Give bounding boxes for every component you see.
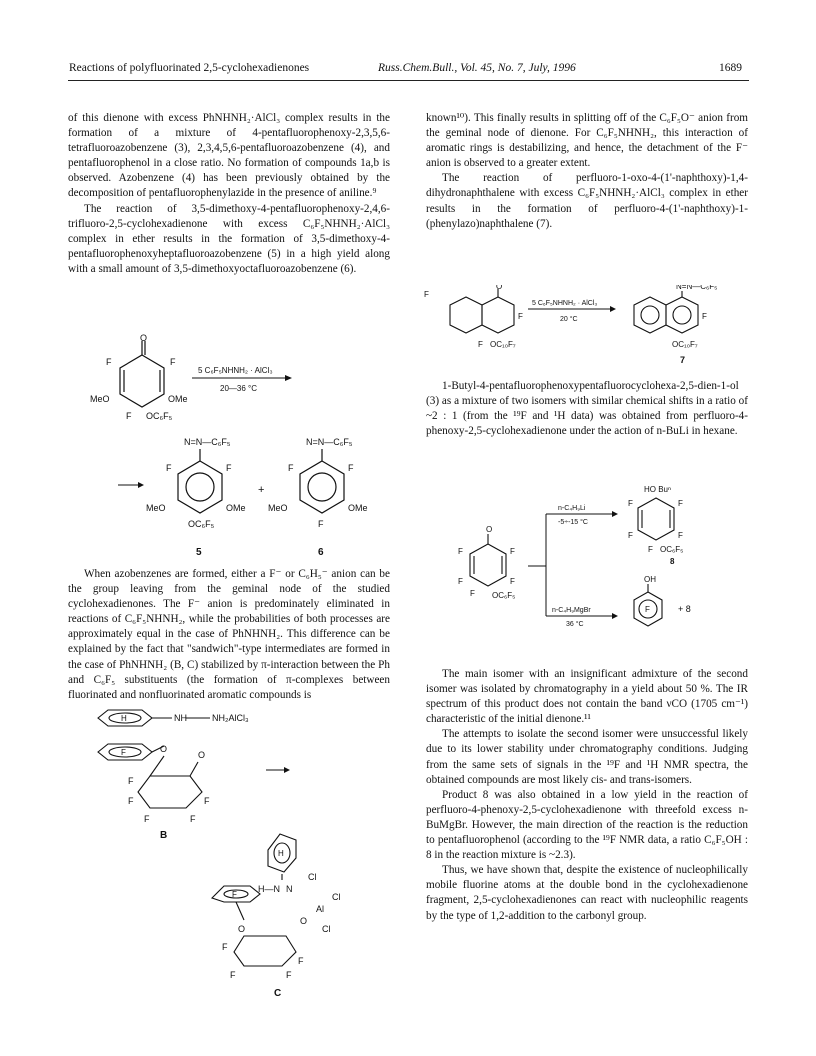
right-column-bottom — [426, 667, 748, 924]
arrow-head — [610, 306, 616, 312]
atom-label: N — [286, 884, 293, 894]
atom-label: OMe — [226, 503, 246, 513]
atom-label: F — [170, 357, 176, 367]
atom-label: F — [510, 547, 515, 556]
dienone-structure — [470, 534, 506, 586]
atom-label: F — [318, 519, 324, 529]
atom-label: Al — [316, 904, 325, 914]
atom-label: NH₂AlCl₃ — [212, 713, 249, 723]
running-title: Reactions of polyfluorinated 2,5-cyclohexadienones — [69, 62, 310, 74]
right-column-mid — [426, 379, 748, 439]
atom-label: H—N — [258, 884, 280, 894]
atom-label: F — [678, 531, 683, 540]
compound-label-6: 6 — [318, 547, 324, 558]
paragraph: The main isomer with an insignificant admixture of the second isomer was isolated by chromatography in a yield about 50 %. The IR spectrum of this product does not contain the band νCO (1705 cm⁻¹) characteristic of the initial dienone.¹¹ — [426, 668, 748, 726]
atom-label: OC₆F₅ — [188, 519, 215, 529]
compound-7-structure — [634, 291, 698, 333]
compound-label-7: 7 — [680, 355, 686, 365]
atom-label: F — [230, 970, 236, 980]
atom-label: F — [298, 956, 304, 966]
substituent-label: OC₁₀F₇ — [490, 340, 516, 349]
naphthalenone-structure — [450, 289, 514, 333]
dienone-structure — [120, 341, 164, 407]
scheme-nucleophilic-addition — [440, 484, 740, 644]
atom-label: O — [198, 750, 206, 760]
ring-label: H — [278, 849, 284, 858]
conditions-label: 20 °C — [560, 316, 578, 323]
atom-label: F — [678, 499, 683, 508]
atom-label: OMe — [168, 394, 188, 404]
atom-label: MeO — [146, 503, 166, 513]
right-column-top — [426, 111, 748, 232]
compound-8-structure — [638, 498, 674, 540]
atom-label: O — [300, 916, 308, 926]
ring-label: H — [121, 714, 127, 723]
ring-label: F — [232, 890, 237, 899]
paragraph: Product 8 was also obtained in a low yield in the reaction of perfluoro-4-phenoxy-2,5-cyclohexadienone with threefold excess n-BuMgBr. However, the main direction of the reaction is the reduction to pentafluorophenol (according to the ¹⁹F NMR data, a ratio C₆F₅OH : 8 in the reaction mixture is ~2.3). — [426, 788, 748, 862]
arrow-head — [612, 511, 618, 517]
compound-label-5: 5 — [196, 547, 202, 558]
intermediate-label-c: C — [274, 988, 282, 999]
atom-label: OC₆F₅ — [146, 411, 173, 421]
benzene-ring — [98, 710, 210, 726]
conditions-label: 36 °C — [566, 621, 584, 628]
atom-label: F — [222, 942, 228, 952]
atom-label: F — [628, 531, 633, 540]
atom-label: Cl — [322, 924, 331, 934]
reagent-label: 5 C₆F₅NHNH₂ · AlCl₃ — [198, 366, 273, 375]
paragraph: The reaction of 3,5-dimethoxy-4-pentafluorophenoxy-2,4,6-trifluoro-2,5-cyclohexadienone with excess C₆F₅NHNH₂·AlCl₃ complex in ether results in the formation of 3,5-dimethoxy-4-pentafluorophenoxyheptafluoroazobenzene (5) in a high yield along with a small amount of 3,5-dimethoxyoctafluoroazobenzene (6). — [68, 202, 390, 275]
substituent-label: OC₁₀F₇ — [672, 340, 698, 349]
azo-group: N=N—C₆F₅ — [676, 285, 718, 291]
atom-label: F — [226, 463, 232, 473]
atom-label: F — [126, 411, 132, 421]
dienone-ring-b — [138, 762, 202, 808]
atom-label: O — [238, 924, 246, 934]
conditions-label: -5÷-15 °C — [558, 519, 588, 526]
compound-6-structure — [300, 449, 344, 513]
atom-label: F — [648, 545, 653, 554]
compound-label-8: 8 — [670, 557, 675, 566]
atom-label: F — [478, 340, 483, 349]
paragraph: 1-Butyl-4-pentafluorophenoxypentafluorocyclohexa-2,5-dien-1-ol (3) as a mixture of two isomers with similar chemical shifts in a ratio of ~2 : 1 (from the ¹⁹F and ¹H data) was obtained from perfluoro-4-phenoxy-2,5-cyclohexadienone under the action of n-BuLi in hexane. — [426, 380, 748, 438]
atom-label: F — [204, 796, 210, 806]
scheme-naphthalene-azo — [420, 285, 750, 375]
paragraph: known¹⁰). This finally results in splitting off of the C₆F₅O⁻ anion from the geminal node of dienone. For C₆F₅NHNH₂, this interaction of aromatic rings is destabilizing, and hence, the detachment of the F⁻ anion is observed to a greater extent. — [426, 112, 748, 170]
ring-label: F — [645, 605, 650, 614]
plus-sign: + — [258, 484, 265, 496]
atom-label: F — [458, 577, 463, 586]
atom-label: F — [458, 547, 463, 556]
atom-label: F — [286, 970, 292, 980]
atom-label: MeO — [268, 503, 288, 513]
paragraph: The reaction of perfluoro-1-oxo-4-(1'-naphthoxy)-1,4-dihydronaphthalene with excess C₆F₅NHNH₂·AlCl₃ complex in ether results in the formation of perfluoro-4-(1'-naphthoxy)-1-(phenylazo)naphthalene (7). — [426, 172, 748, 230]
atom-label: F — [470, 589, 475, 598]
atom-label: MeO — [90, 394, 110, 404]
header-rule — [68, 80, 749, 81]
substituent-label: OC₆F₅ — [660, 545, 684, 554]
atom-label: O — [496, 285, 503, 291]
plus-8-label: + 8 — [678, 604, 691, 614]
paragraph: Thus, we have shown that, despite the existence of nucleophilically mobile fluorine atoms at the double bond in the cyclohexadienone fragment, 2,5-cyclohexadienones can react with nucleophilic reagents by the type of 1,2-addition to the carbonyl group. — [426, 864, 748, 922]
atom-label: F — [190, 814, 196, 824]
atom-label: F — [128, 776, 134, 786]
azo-group: N=N—C₆F₅ — [306, 437, 353, 447]
arrow-head — [285, 375, 292, 381]
reagent-label: 5 C₆F₅NHNH₂ · AlCl₃ — [532, 300, 598, 307]
paragraph: of this dienone with excess PhNHNH₂·AlCl₃ complex results in the formation of a mixture of 4-pentafluorophenoxy-2,3,5,6-tetrafluoroazobenzene (3), 2,3,4,5,6-pentafluoroazobenzene (4), and pentafluorophenol in a close ratio. No formation of compounds 1a,b is observed. Azobenzene (4) has been previously obtained by the decomposition of pentafluorophenylazide in the presence of aniline.⁹ — [68, 112, 390, 200]
atom-label: F — [348, 463, 354, 473]
atom-label: F — [628, 499, 633, 508]
atom-label: Cl — [332, 892, 341, 902]
atom-label: O — [160, 744, 168, 754]
atom-label: F — [166, 463, 172, 473]
ring-label: F — [121, 748, 126, 757]
atom-label: F — [144, 814, 150, 824]
atom-label: O — [140, 333, 148, 343]
reagent-label: n-C₄H₉MgBr — [552, 607, 591, 614]
atom-label: F — [518, 312, 523, 321]
paragraph: When azobenzenes are formed, either a F⁻ or C₆H₅⁻ anion can be the group leaving from the geminal node of the studied cyclohexadienones. The F⁻ anion is predominately eliminated in reactions of C₆F₅NHNH₂, while the probabilities of both processes are approximately equal in the case of PhNHNH₂. This difference can be explained by the fact that "sandwich"-type intermediates are formed in the case of PhNHNH₂ (B, C) stabilized by π-interaction between the Ph and C₆F₅ substituents (the formation of π-complexes between fluorinated and nonfluorinated aromatic compounds is — [68, 568, 390, 701]
azo-group: N=N—C₆F₅ — [184, 437, 231, 447]
atom-label: NH — [174, 713, 187, 723]
atom-label: F — [702, 312, 707, 321]
scheme-azobenzene-formation — [80, 333, 400, 563]
arrow-head — [138, 482, 144, 488]
compound-5-structure — [178, 449, 222, 513]
left-column-bottom — [68, 567, 390, 703]
hydroxyl-label: OH — [644, 575, 656, 584]
arrow-head — [284, 767, 290, 773]
atom-label: F — [424, 290, 429, 299]
intermediate-label-b: B — [160, 830, 168, 841]
journal-citation: Russ.Chem.Bull., Vol. 45, No. 7, July, 1996 — [378, 62, 576, 74]
atom-label: F — [128, 796, 134, 806]
atom-label: F — [288, 463, 294, 473]
atom-label: Cl — [308, 872, 317, 882]
atom-label: O — [486, 525, 493, 534]
atom-label: F — [106, 357, 112, 367]
arrow-head — [612, 613, 618, 619]
left-column-top — [68, 111, 390, 277]
pentafluorophenyl-ring — [98, 744, 164, 776]
page-number: 1689 — [719, 62, 742, 74]
scheme-sandwich-intermediates — [90, 700, 400, 1000]
substituent-label: OC₆F₅ — [492, 591, 516, 600]
paragraph: The attempts to isolate the second isomer were unsuccessful likely due to its lower stability under chromatography conditions. Judging from the same sets of signals in the ¹⁹F and ¹H NMR spectra, the obtained compounds are most likely cis- and trans-isomers. — [426, 728, 748, 786]
reagent-label: n-C₄H₉Li — [558, 505, 586, 512]
conditions-label: 20—36 °C — [220, 384, 257, 393]
substituent-label: HO Buⁿ — [644, 485, 671, 494]
atom-label: F — [510, 577, 515, 586]
atom-label: OMe — [348, 503, 368, 513]
